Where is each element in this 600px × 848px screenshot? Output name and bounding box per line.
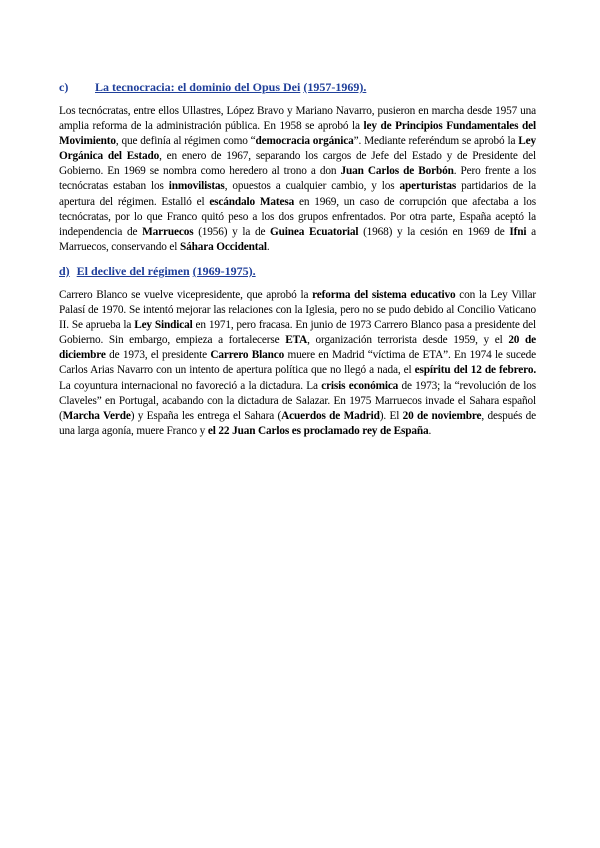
- text-run: ). El: [379, 409, 403, 422]
- section-d-paragraph: [59, 288, 536, 439]
- bold-term: inmovilistas: [168, 180, 225, 193]
- section-d-dates: (1969-1975).: [192, 263, 256, 278]
- text-run: Carrero Blanco se vuelve vicepresidente, que aprobó la: [59, 288, 313, 301]
- section-d-title: El declive del régimen: [76, 263, 190, 278]
- section-c-dates: (1957-1969).: [303, 80, 367, 94]
- text-run: partidarios de la apertura del régimen. Estalló el: [59, 180, 537, 208]
- bold-term: el 22 Juan Carlos es proclamado rey de España: [207, 424, 429, 437]
- bold-term: democracia orgánica: [255, 135, 354, 148]
- text-run: en 1971, pero fracasa. En junio de 1973 Carrero Blanco pasa a presidente del Gobierno. Sin embargo, empieza a fortalecerse: [59, 319, 537, 347]
- bold-term: Marruecos: [142, 225, 194, 238]
- text-run: , opuestos a cualquier cambio, y los: [224, 180, 400, 193]
- text-run: ) y España les entrega el Sahara (: [130, 409, 282, 422]
- document-page: [59, 80, 536, 439]
- section-d-heading: [59, 264, 536, 279]
- text-run: , en enero de 1967, separando los cargos de Jefe del Estado y de Presidente del Gobierno. En 1969 se nombra como heredero al trono a don: [59, 150, 536, 178]
- bold-term: Acuerdos de Madrid: [281, 409, 380, 422]
- bold-term: ETA: [285, 334, 308, 347]
- section-c-paragraph: [59, 104, 536, 255]
- text-run: a Marruecos, conservando el: [59, 225, 536, 253]
- bold-term: crisis económica: [321, 379, 399, 392]
- bold-term: Carrero Blanco: [210, 349, 285, 362]
- text-run: Los tecnócratas, entre ellos Ullastres, López Bravo y Mariano Navarro, pusieron en marcha desde 1957 una amplia reforma de la administración pública. En 1958 se aprobó la: [59, 105, 536, 133]
- text-run: ”. Mediante referéndum se aprobó la: [353, 135, 519, 148]
- bold-term: escándalo Matesa: [209, 195, 295, 208]
- bold-term: Juan Carlos de Borbón: [340, 165, 454, 178]
- text-run: .: [428, 424, 432, 437]
- section-c-heading: [59, 80, 536, 95]
- bold-term: Guinea Ecuatorial: [270, 225, 359, 238]
- bold-term: aperturistas: [399, 180, 457, 193]
- bold-term: reforma del sistema educativo: [312, 288, 456, 301]
- bold-term: ley de Principios Fundamentales del Movimiento: [59, 120, 536, 148]
- bold-term: Ley Orgánica del Estado: [59, 135, 537, 163]
- text-run: . Pero frente a los tecnócratas estaban los: [59, 165, 537, 193]
- text-run: , que definía al régimen como “: [115, 135, 256, 148]
- text-run: , después de una larga agonía, muere Franco y: [59, 409, 536, 437]
- text-run: de 1973, el presidente: [105, 349, 211, 362]
- text-run: (1956) y la de: [193, 225, 271, 238]
- bold-term: Ifni: [509, 225, 527, 238]
- section-c-number: c): [59, 80, 69, 94]
- bold-term: Sáhara Occidental: [179, 240, 267, 253]
- bold-term: Ley Sindical: [134, 319, 193, 332]
- text-run: de 1973; la “revolución de los Claveles” en Portugal, acabando con la dictadura de Salazar. En 1975 Marruecos invade el Sahara español (: [59, 379, 536, 422]
- text-run: en 1969, un caso de corrupción que afectaba a los tecnócratas, por lo que Franco quitó peso a los dos grupos enfrentados. Por otra parte, España aceptó la independencia de: [59, 195, 536, 238]
- text-run: , organización terrorista desde 1959, y el: [307, 334, 509, 347]
- text-run: con la Ley Villar Palasí de 1970. Se intentó mejorar las relaciones con la Iglesia, pero no se pudo debido al Concilio Vaticano II. Se aprueba la: [59, 288, 536, 332]
- text-run: muere en Madrid “víctima de ETA”. En 1974 le sucede Carlos Arias Navarro con un intento de apertura política que no llegó a nada, el: [59, 349, 536, 377]
- text-run: (1968) y la cesión en 1969 de: [358, 225, 510, 238]
- text-run: La coyuntura internacional no favoreció a la dictadura. La: [59, 379, 322, 392]
- section-d-number: d): [59, 263, 70, 278]
- section-c-title: La tecnocracia: el dominio del Opus Dei: [95, 80, 301, 94]
- bold-term: 20 de noviembre: [402, 409, 482, 422]
- bold-term: 20 de diciembre: [59, 334, 537, 362]
- text-run: .: [266, 240, 270, 253]
- bold-term: espíritu del 12 de febrero.: [414, 364, 536, 377]
- bold-term: Marcha Verde: [62, 409, 131, 422]
